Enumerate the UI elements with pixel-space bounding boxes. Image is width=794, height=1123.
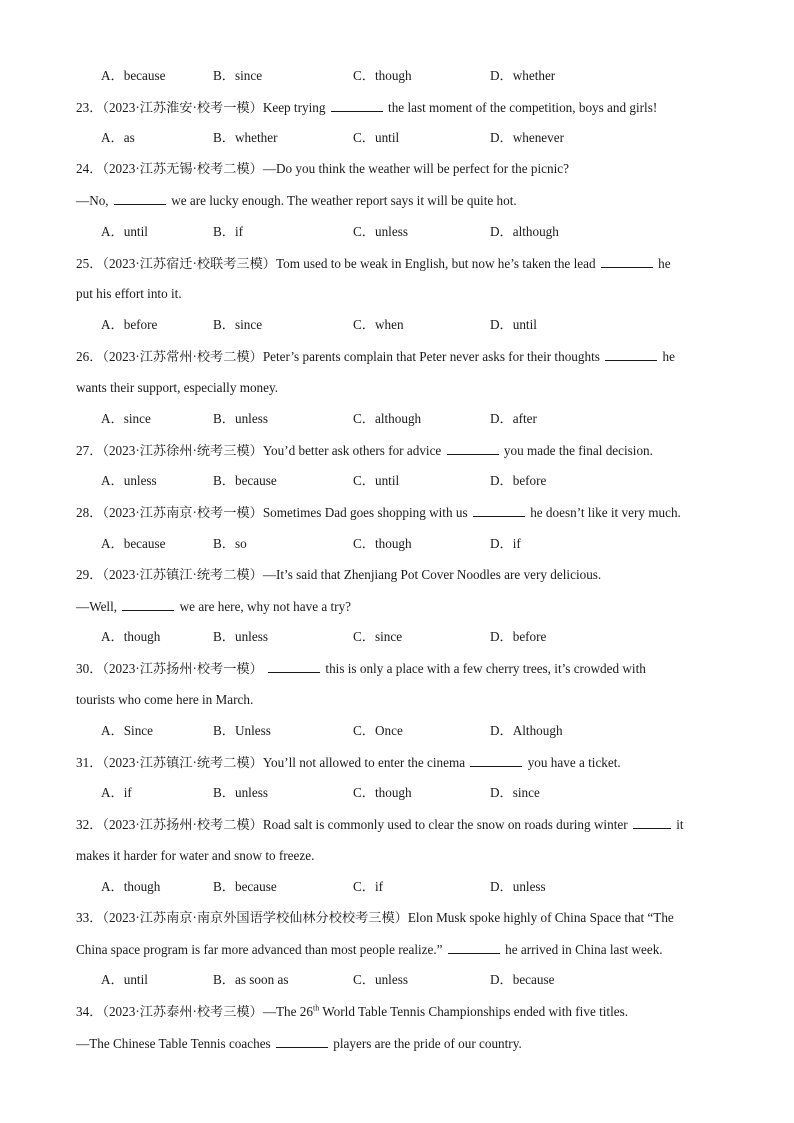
question-23-options: [0, 130, 794, 146]
question-31-options: [0, 785, 794, 801]
option-c[interactable]: C．though: [353, 785, 412, 800]
question-28-options: [0, 536, 794, 552]
option-b[interactable]: B．Unless: [213, 723, 271, 738]
answer-blank[interactable]: [276, 1035, 328, 1048]
option-a[interactable]: A．because: [101, 68, 166, 83]
option-a[interactable]: A．until: [101, 972, 148, 987]
question-30-stem-line2: tourists who come here in March.: [76, 692, 254, 707]
question-26-stem: 26．（2023·江苏常州·校考二模）Peter’s parents complain that Peter never asks for their thoughts he: [76, 349, 675, 364]
option-d[interactable]: D．since: [490, 785, 540, 800]
option-d[interactable]: D．unless: [490, 879, 546, 894]
question-22-options: [0, 68, 794, 84]
question-32-stem: 32．（2023·江苏扬州·校考二模）Road salt is commonly used to clear the snow on roads during winter it: [76, 817, 684, 832]
option-b[interactable]: B．since: [213, 68, 263, 83]
option-d[interactable]: D．if: [490, 536, 521, 551]
option-c[interactable]: C．though: [353, 536, 412, 551]
option-c[interactable]: C．though: [353, 68, 412, 83]
option-a[interactable]: A．as: [101, 130, 135, 145]
question-25-options: [0, 317, 794, 333]
answer-blank[interactable]: [268, 660, 320, 673]
option-c[interactable]: C．until: [353, 130, 400, 145]
question-24-stem: 24．（2023·江苏无锡·校考二模）—Do you think the weather will be perfect for the picnic?: [76, 161, 569, 176]
option-a[interactable]: A．until: [101, 224, 148, 239]
option-a[interactable]: A．though: [101, 629, 161, 644]
answer-blank[interactable]: [633, 816, 671, 829]
option-c[interactable]: C．Once: [353, 723, 403, 738]
option-b[interactable]: B．so: [213, 536, 247, 551]
question-29-stem-line2: —Well, we are here, why not have a try?: [76, 599, 352, 614]
question-34-stem: 34．（2023·江苏泰州·校考三模）—The 26th World Table Tennis Championships ended with five titles.: [76, 1003, 629, 1019]
option-c[interactable]: C．unless: [353, 224, 408, 239]
option-a[interactable]: A．Since: [101, 723, 154, 738]
question-33-stem: 33．（2023·江苏南京·南京外国语学校仙林分校校考三模）Elon Musk spoke highly of China Space that “The: [76, 910, 674, 925]
question-28-stem: 28．（2023·江苏南京·校考一模）Sometimes Dad goes shopping with us he doesn’t like it very much.: [76, 505, 681, 520]
option-a[interactable]: A．since: [101, 411, 151, 426]
option-d[interactable]: D．after: [490, 411, 537, 426]
question-33-options: [0, 972, 794, 988]
option-c[interactable]: C．unless: [353, 972, 408, 987]
option-a[interactable]: A．unless: [101, 473, 157, 488]
question-29-stem: 29．（2023·江苏镇江·统考二模）—It’s said that Zhenjiang Pot Cover Noodles are very delicious.: [76, 567, 602, 582]
option-c[interactable]: C．until: [353, 473, 400, 488]
question-26-stem-line2: wants their support, especially money.: [76, 380, 279, 395]
option-b[interactable]: B．unless: [213, 629, 268, 644]
option-c[interactable]: C．if: [353, 879, 384, 894]
option-c[interactable]: C．although: [353, 411, 422, 426]
option-a[interactable]: A．because: [101, 536, 166, 551]
question-29-options: [0, 629, 794, 645]
answer-blank[interactable]: [331, 99, 383, 112]
answer-blank[interactable]: [605, 348, 657, 361]
option-a[interactable]: A．if: [101, 785, 132, 800]
question-30-options: [0, 723, 794, 739]
option-d[interactable]: D．Although: [490, 723, 563, 738]
option-b[interactable]: B．because: [213, 879, 277, 894]
question-30-stem: 30．（2023·江苏扬州·校考一模） this is only a place with a few cherry trees, it’s crowded with: [76, 661, 646, 676]
question-31-stem: 31．（2023·江苏镇江·统考二模）You’ll not allowed to enter the cinema you have a ticket.: [76, 755, 621, 770]
answer-blank[interactable]: [473, 504, 525, 517]
option-c[interactable]: C．since: [353, 629, 403, 644]
answer-blank[interactable]: [447, 442, 499, 455]
question-25-stem-line2: put his effort into it.: [76, 286, 182, 301]
option-b[interactable]: B．since: [213, 317, 263, 332]
question-24-stem-line2: —No, we are lucky enough. The weather report says it will be quite hot.: [76, 193, 517, 208]
option-d[interactable]: D．before: [490, 629, 547, 644]
question-24-options: [0, 224, 794, 240]
option-d[interactable]: D．until: [490, 317, 537, 332]
option-d[interactable]: D．although: [490, 224, 559, 239]
option-d[interactable]: D．because: [490, 972, 555, 987]
answer-blank[interactable]: [448, 941, 500, 954]
option-d[interactable]: D．before: [490, 473, 547, 488]
option-c[interactable]: C．when: [353, 317, 404, 332]
option-b[interactable]: B．unless: [213, 411, 268, 426]
option-d[interactable]: D．whenever: [490, 130, 564, 145]
answer-blank[interactable]: [114, 192, 166, 205]
question-26-options: [0, 411, 794, 427]
question-32-stem-line2: makes it harder for water and snow to freeze.: [76, 848, 315, 863]
option-d[interactable]: D．whether: [490, 68, 556, 83]
answer-blank[interactable]: [470, 754, 522, 767]
option-a[interactable]: A．though: [101, 879, 161, 894]
question-27-stem: 27．（2023·江苏徐州·统考三模）You’d better ask others for advice you made the final decision.: [76, 443, 653, 458]
question-32-options: [0, 879, 794, 895]
answer-blank[interactable]: [122, 598, 174, 611]
question-23-stem: 23．（2023·江苏淮安·校考一模）Keep trying the last moment of the competition, boys and girls!: [76, 100, 658, 115]
answer-blank[interactable]: [601, 255, 653, 268]
option-b[interactable]: B．because: [213, 473, 277, 488]
option-b[interactable]: B．whether: [213, 130, 278, 145]
option-a[interactable]: A．before: [101, 317, 158, 332]
question-27-options: [0, 473, 794, 489]
question-33-stem-line2: China space program is far more advanced than most people realize.” he arrived in China last week.: [76, 942, 663, 957]
option-b[interactable]: B．unless: [213, 785, 268, 800]
option-b[interactable]: B．if: [213, 224, 244, 239]
option-b[interactable]: B．as soon as: [213, 972, 289, 987]
question-34-stem-line2: —The Chinese Table Tennis coaches players are the pride of our country.: [76, 1036, 522, 1051]
question-25-stem: 25．（2023·江苏宿迁·校联考三模）Tom used to be weak in English, but now he’s taken the lead he: [76, 256, 671, 271]
